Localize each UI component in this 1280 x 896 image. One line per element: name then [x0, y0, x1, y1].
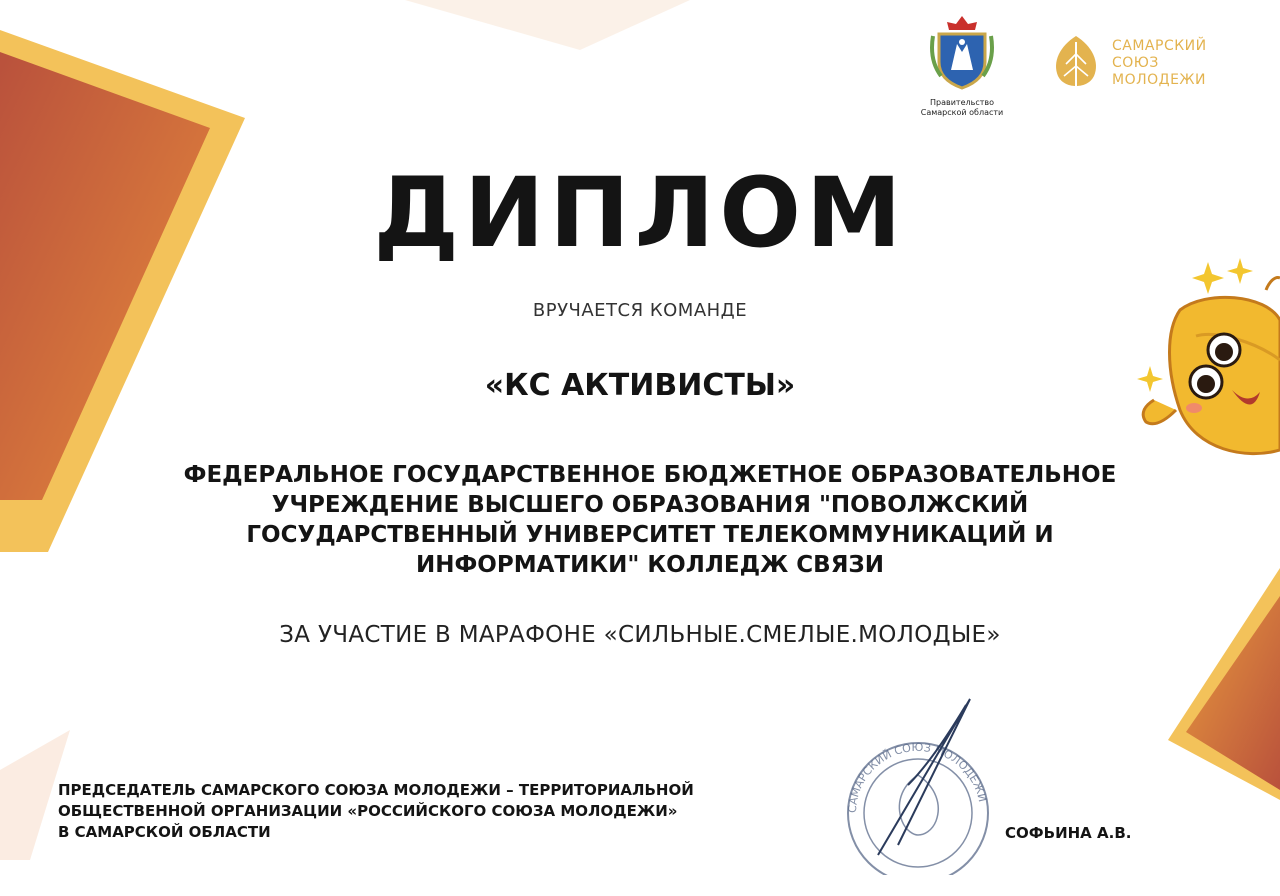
chairman-title: ПРЕДСЕДАТЕЛЬ САМАРСКОГО СОЮЗА МОЛОДЕЖИ – ТЕРРИТОРИАЛЬНОЙ ОБЩЕСТВЕННОЙ ОРГАНИЗАЦИИ «РОССИЙСКОГО СОЮЗА МОЛОДЕЖИ» В САМАРСКОЙ ОБЛАСТИ: [58, 781, 694, 841]
sparkle-icon: [1227, 258, 1253, 284]
team-name: «КС АКТИВИСТЫ»: [484, 368, 796, 403]
ssm-logo: [1050, 34, 1250, 98]
leaf-mascot-icon: [1136, 250, 1280, 460]
sparkle-icon: [1137, 366, 1163, 392]
diploma-title: ДИПЛОМ: [373, 157, 907, 269]
top-triangle-faint: [405, 0, 690, 50]
aspen-leaf-icon: [1050, 34, 1102, 96]
ssm-logo-text: САМАРСКИЙ СОЮЗ МОЛОДЕЖИ: [1112, 38, 1207, 88]
left-triangle-red: [0, 52, 210, 500]
coat-of-arms-icon: [927, 14, 997, 92]
signer-name: СОФЬИНА А.В.: [1005, 824, 1132, 842]
government-caption: Правительство Самарской области: [920, 98, 1004, 117]
sparkle-icon: [1192, 262, 1224, 294]
awarded-to-label: ВРУЧАЕТСЯ КОМАНДЕ: [532, 300, 748, 321]
participation-text: ЗА УЧАСТИЕ В МАРАФОНЕ «СИЛЬНЫЕ.СМЕЛЫЕ.МОЛОДЫЕ»: [279, 622, 1001, 648]
signature-icon: [878, 699, 970, 855]
government-logo: [912, 14, 1012, 118]
organization-name: ФЕДЕРАЛЬНОЕ ГОСУДАРСТВЕННОЕ БЮДЖЕТНОЕ ОБРАЗОВАТЕЛЬНОЕ УЧРЕЖДЕНИЕ ВЫСШЕГО ОБРАЗОВАНИЯ "ПОВОЛЖСКИЙ ГОСУДАРСТВЕННЫЙ УНИВЕРСИТЕТ ТЕЛЕКОММУНИКАЦИЙ И ИНФОРМАТИКИ" КОЛЛЕДЖ СВЯЗИ: [183, 462, 1117, 578]
stamp-icon: [838, 695, 998, 875]
stamp-text: САМАРСКИЙ СОЮЗ МОЛОДЕЖИ: [845, 740, 989, 814]
